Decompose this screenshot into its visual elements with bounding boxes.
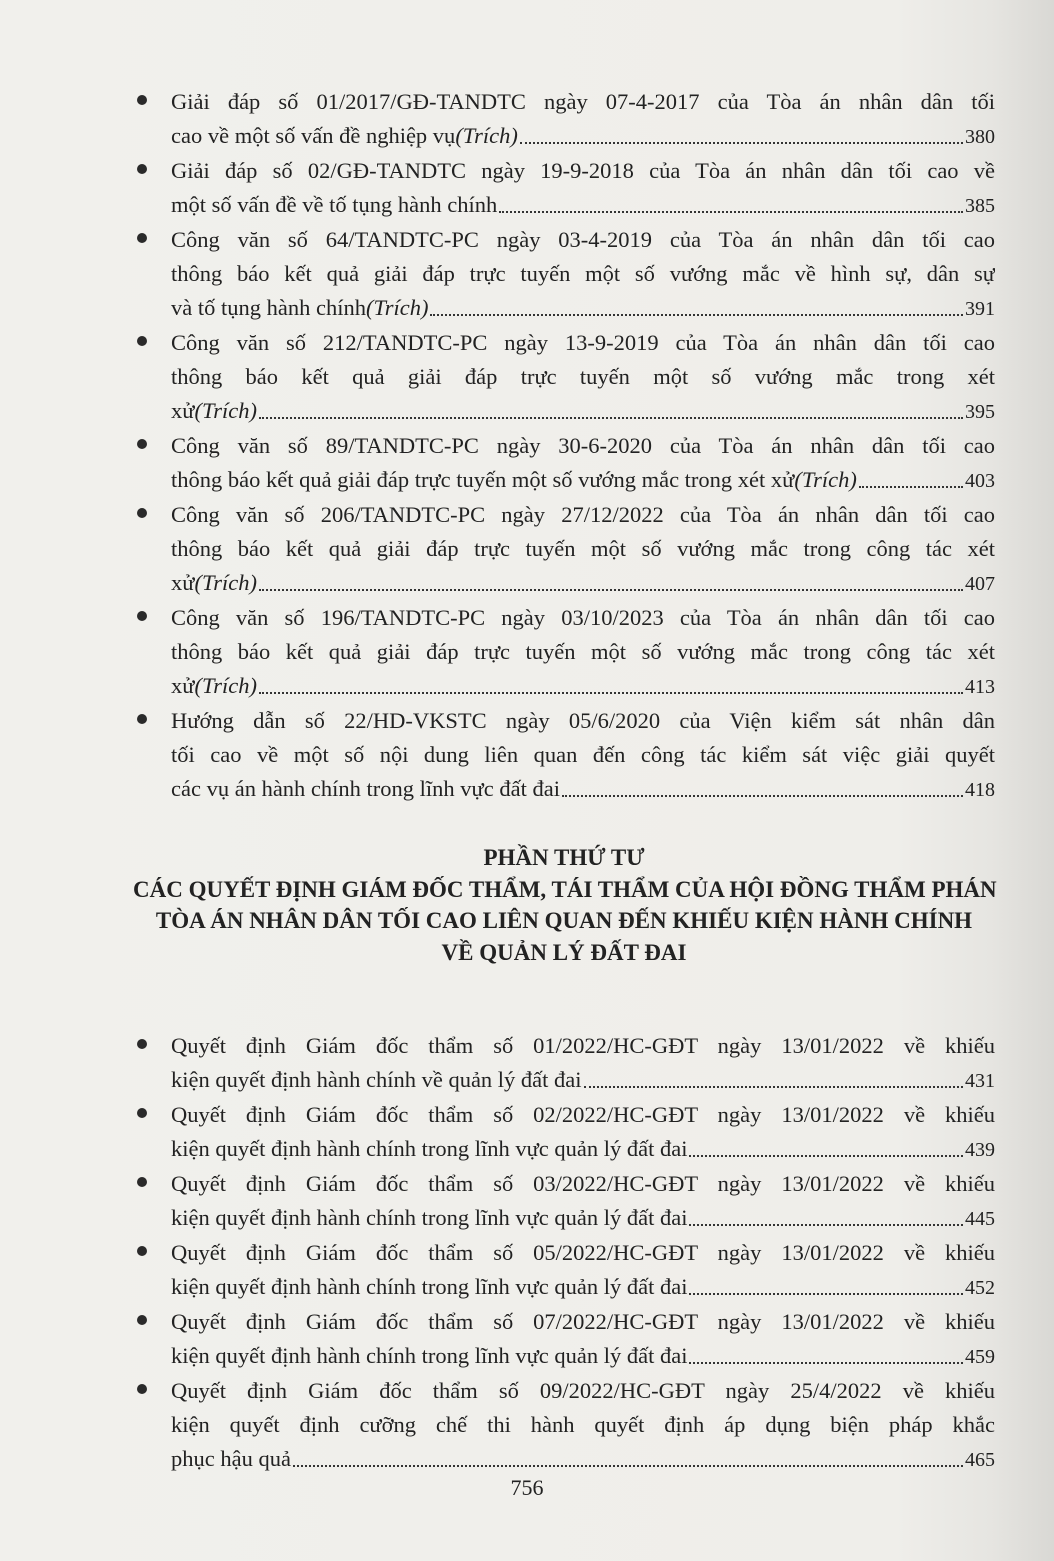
toc-entry-text-line: và tố tụng hành chính — [171, 295, 366, 320]
toc-entry-text-line: phục hậu quả — [171, 1446, 291, 1471]
toc-entry-last-line — [171, 463, 995, 497]
bullet-icon — [137, 611, 147, 621]
dot-leader — [689, 1223, 963, 1226]
toc-entry-last-line — [171, 1201, 995, 1235]
toc-entry — [133, 1167, 995, 1235]
toc-entry-page: 418 — [965, 779, 995, 801]
toc-entry-last-line — [171, 188, 995, 222]
toc-entry-last-line — [171, 1132, 995, 1166]
toc-entry-text-line: kiện quyết định hành chính trong lĩnh vực quản lý đất đai — [171, 1343, 688, 1368]
bullet-icon — [137, 336, 147, 346]
dot-leader — [859, 485, 963, 488]
toc-entry-page: 445 — [965, 1208, 995, 1230]
toc-entry-text-line: các vụ án hành chính trong lĩnh vực đất đai — [171, 776, 560, 801]
toc-entry-text-line: Công văn số 212/TANDTC-PC ngày 13-9-2019 của Tòa án nhân dân tối cao — [171, 330, 995, 355]
toc-entry-text-line: Quyết định Giám đốc thẩm số 02/2022/HC-GĐT ngày 13/01/2022 về khiếu — [171, 1102, 995, 1127]
toc-entry-page: 403 — [965, 470, 995, 492]
toc-entry-last-line — [171, 1063, 995, 1097]
toc-entry-page: 380 — [965, 126, 995, 148]
toc-entry-page: 395 — [965, 401, 995, 423]
toc-entry-last-line — [171, 669, 995, 703]
dot-leader — [259, 416, 963, 419]
bullet-icon — [137, 1039, 147, 1049]
toc-entry-text-line: Hướng dẫn số 22/HD-VKSTC ngày 05/6/2020 của Viện kiểm sát nhân dân — [171, 708, 995, 733]
toc-entry-excerpt-note: (Trích) — [365, 295, 429, 320]
part-subtitle-line-2: TÒA ÁN NHÂN DÂN TỐI CAO LIÊN QUAN ĐẾN KHIẾU KIỆN HÀNH CHÍNH — [155, 908, 973, 933]
part-heading — [133, 842, 995, 968]
toc-entry-page: 465 — [965, 1449, 995, 1471]
dot-leader — [689, 1292, 963, 1295]
toc-entry-page: 391 — [965, 298, 995, 320]
bullet-icon — [137, 233, 147, 243]
toc-entry — [133, 1305, 995, 1373]
toc-entry-text-line: Quyết định Giám đốc thẩm số 09/2022/HC-GĐT ngày 25/4/2022 về khiếu — [171, 1378, 995, 1403]
toc-entry-last-line — [171, 1442, 995, 1476]
toc-entry-last-line — [171, 291, 995, 325]
toc-entry-page: 459 — [965, 1346, 995, 1368]
toc-entry-text-line: Giải đáp số 01/2017/GĐ-TANDTC ngày 07-4-2017 của Tòa án nhân dân tối — [171, 89, 995, 114]
dot-leader — [293, 1464, 963, 1467]
toc-entry-text-line: thông báo kết quả giải đáp trực tuyến một số vướng mắc trong xét xử — [171, 467, 795, 492]
dot-leader — [259, 588, 963, 591]
toc-entry — [133, 1236, 995, 1304]
toc-entry-text-line: cao về một số vấn đề nghiệp vụ — [171, 123, 456, 148]
toc-entry — [133, 326, 995, 428]
toc-entry-text-line: Công văn số 206/TANDTC-PC ngày 27/12/2022 của Tòa án nhân dân tối cao — [171, 502, 995, 527]
toc-entry-text-line: Quyết định Giám đốc thẩm số 05/2022/HC-GĐT ngày 13/01/2022 về khiếu — [171, 1240, 995, 1265]
dot-leader — [584, 1085, 963, 1088]
toc-entry — [133, 429, 995, 497]
toc-entry — [133, 1029, 995, 1097]
toc-entry-text-line: Quyết định Giám đốc thẩm số 01/2022/HC-GĐT ngày 13/01/2022 về khiếu — [171, 1033, 995, 1058]
toc-entry-page: 431 — [965, 1070, 995, 1092]
toc-entry-text-line: kiện quyết định hành chính trong lĩnh vực quản lý đất đai — [171, 1205, 688, 1230]
toc-entry-text-line: xử — [171, 570, 195, 595]
toc-entry — [133, 1374, 995, 1476]
toc-section-2 — [133, 1029, 995, 1477]
toc-section-1 — [133, 85, 995, 807]
toc-entry-last-line — [171, 1270, 995, 1304]
toc-entry-last-line — [171, 394, 995, 428]
part-subtitle-line-1: CÁC QUYẾT ĐỊNH GIÁM ĐỐC THẨM, TÁI THẨM CỦA HỘI ĐỒNG THẨM PHÁN — [133, 876, 997, 902]
bullet-icon — [137, 1177, 147, 1187]
toc-entry-last-line — [171, 119, 995, 153]
dot-leader — [499, 210, 963, 213]
toc-entry-text-line: Giải đáp số 02/GĐ-TANDTC ngày 19-9-2018 của Tòa án nhân dân tối cao về — [171, 158, 995, 183]
toc-entry-page: 452 — [965, 1277, 995, 1299]
dot-leader — [562, 794, 963, 797]
toc-entry — [133, 223, 995, 325]
toc-entry-text-line: tối cao về một số nội dung liên quan đến công tác kiểm sát việc giải quyết — [171, 742, 995, 767]
toc-entry-last-line — [171, 566, 995, 600]
dot-leader — [430, 313, 963, 316]
toc-entry-text-line: kiện quyết định hành chính về quản lý đất đai — [171, 1067, 582, 1092]
dot-leader — [520, 141, 963, 144]
toc-entry-page: 413 — [965, 676, 995, 698]
bullet-icon — [137, 1315, 147, 1325]
toc-entry-text-line: Quyết định Giám đốc thẩm số 03/2022/HC-GĐT ngày 13/01/2022 về khiếu — [171, 1171, 995, 1196]
toc-entry-text-line: Công văn số 196/TANDTC-PC ngày 03/10/2023 của Tòa án nhân dân tối cao — [171, 605, 995, 630]
toc-entry-text-line: Công văn số 64/TANDTC-PC ngày 03-4-2019 của Tòa án nhân dân tối cao — [171, 227, 995, 252]
toc-entry-excerpt-note: (Trích) — [194, 673, 257, 698]
bullet-icon — [137, 164, 147, 174]
bullet-icon — [137, 95, 147, 105]
toc-entry-text-line: thông báo kết quả giải đáp trực tuyến một số vướng mắc trong xét — [171, 364, 995, 389]
toc-entry-text-line: kiện quyết định cưỡng chế thi hành quyết định áp dụng biện pháp khắc — [171, 1412, 995, 1437]
toc-entry-last-line — [171, 772, 995, 806]
dot-leader — [689, 1154, 963, 1157]
toc-entry-text-line: xử — [171, 398, 195, 423]
toc-entry-excerpt-note: (Trích) — [794, 467, 857, 492]
toc-entry-text-line: Công văn số 89/TANDTC-PC ngày 30-6-2020 của Tòa án nhân dân tối cao — [171, 433, 995, 458]
dot-leader — [259, 691, 963, 694]
toc-entry-text-line: kiện quyết định hành chính trong lĩnh vực quản lý đất đai — [171, 1136, 688, 1161]
toc-entry-text-line: xử — [171, 673, 195, 698]
toc-entry-text-line: thông báo kết quả giải đáp trực tuyến một số vướng mắc trong công tác xét — [171, 536, 995, 561]
page-number: 756 — [510, 1475, 544, 1500]
bullet-icon — [137, 1384, 147, 1394]
toc-entry — [133, 1098, 995, 1166]
bullet-icon — [137, 439, 147, 449]
bullet-icon — [137, 508, 147, 518]
toc-entry-text-line: thông báo kết quả giải đáp trực tuyến một số vướng mắc trong công tác xét — [171, 639, 995, 664]
toc-entry-excerpt-note: (Trích) — [194, 570, 257, 595]
toc-entry-text-line: Quyết định Giám đốc thẩm số 07/2022/HC-GĐT ngày 13/01/2022 về khiếu — [171, 1309, 995, 1334]
toc-entry — [133, 498, 995, 600]
dot-leader — [689, 1361, 963, 1364]
toc-entry-excerpt-note: (Trích) — [194, 398, 257, 423]
bullet-icon — [137, 1108, 147, 1118]
toc-entry-text-line: thông báo kết quả giải đáp trực tuyến một số vướng mắc về hình sự, dân sự — [171, 261, 995, 286]
part-subtitle-line-3: VỀ QUẢN LÝ ĐẤT ĐAI — [441, 939, 687, 965]
toc-entry — [133, 85, 995, 153]
toc-entry-page: 407 — [965, 573, 995, 595]
toc-entry — [133, 704, 995, 806]
toc-entry — [133, 154, 995, 222]
toc-entry-page: 385 — [965, 195, 995, 217]
toc-entry-text-line: kiện quyết định hành chính trong lĩnh vực quản lý đất đai — [171, 1274, 688, 1299]
toc-entry-text-line: một số vấn đề về tố tụng hành chính — [171, 192, 498, 217]
toc-entry-page: 439 — [965, 1139, 995, 1161]
toc-entry-last-line — [171, 1339, 995, 1373]
toc-entry — [133, 601, 995, 703]
part-title: PHẦN THỨ TƯ — [483, 845, 645, 870]
toc-entry-excerpt-note: (Trích) — [455, 123, 518, 148]
bullet-icon — [137, 1246, 147, 1256]
bullet-icon — [137, 714, 147, 724]
